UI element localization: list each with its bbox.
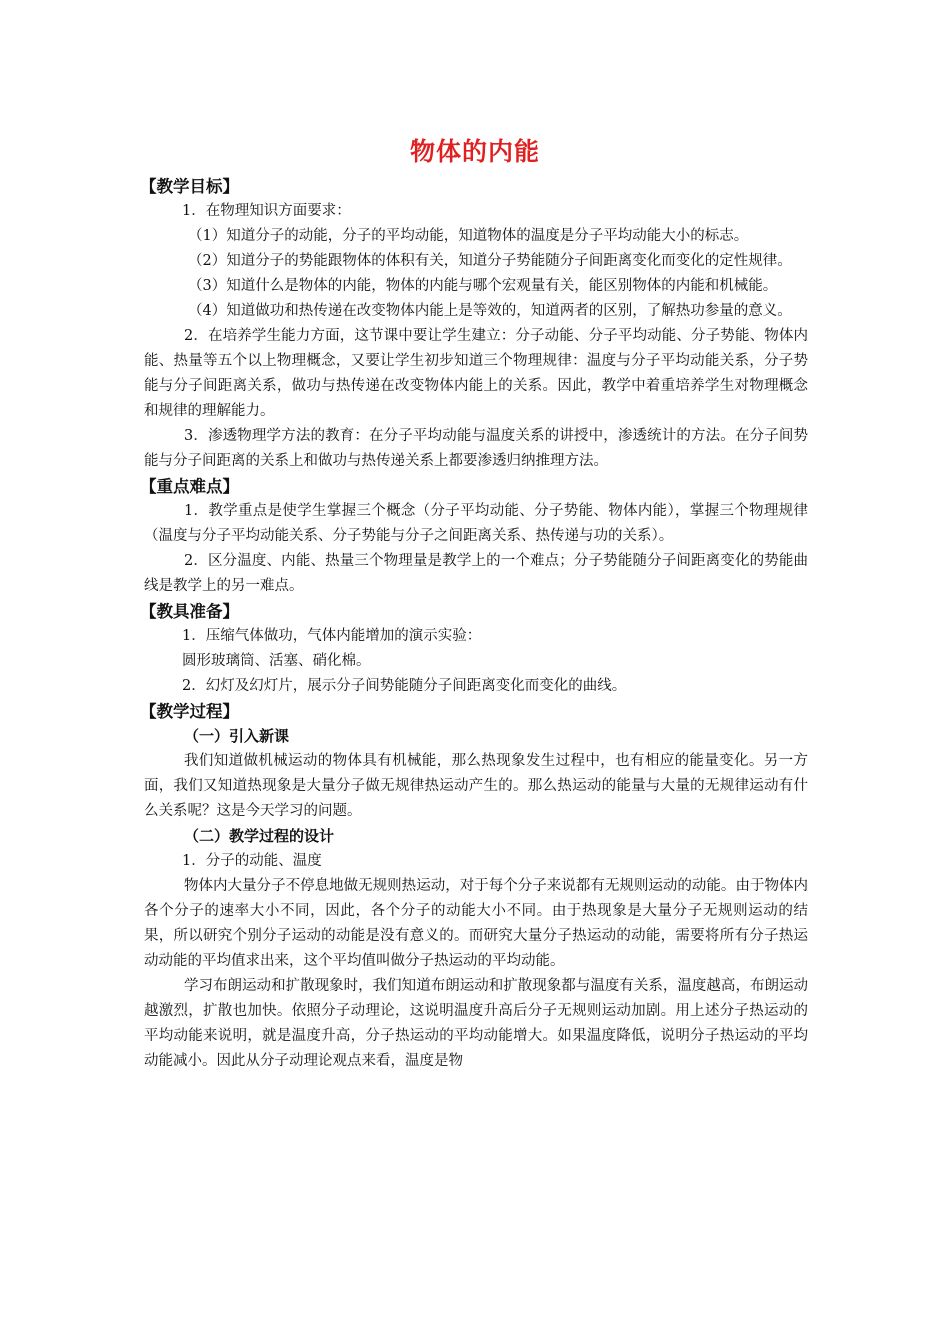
paragraph: 物体内大量分子不停息地做无规则热运动，对于每个分子来说都有无规则运动的动能。由于物体内各个分子的速率大小不同，因此，各个分子的动能大小不同。由于热现象是大量分子无规则运动的结果，所以研究个别分子运动的动能是没有意义的。而研究大量分子热运动的动能，需要将所有分子热运动动能的平均值求出来，这个平均值叫做分子热运动的平均动能。 [144, 878, 808, 969]
subsection-heading: （一）引入新课 [184, 727, 290, 745]
paragraph: （2）知道分子的势能跟物体的体积有关，知道分子势能随分子间距离变化而变化的定性规律。 [188, 253, 792, 269]
paragraph: （1）知道分子的动能，分子的平均动能，知道物体的温度是分子平均动能大小的标志。 [188, 228, 749, 244]
section-heading-key-points: 【重点难点】 [140, 477, 239, 496]
paragraph: 学习布朗运动和扩散现象时，我们知道布朗运动和扩散现象都与温度有关系，温度越高，布朗运动越激烈，扩散也加快。依照分子动理论，这说明温度升高后分子无规则运动加剧。用上述分子热运动的平均动能来说明，就是温度升高，分子热运动的平均动能增大。如果温度降低，说明分子热运动的平均动能减小。因此从分子动理论观点来看，温度是物 [144, 978, 808, 1069]
section-heading-process: 【教学过程】 [140, 702, 239, 721]
paragraph: 1．分子的动能、温度 [182, 853, 322, 869]
paragraph: 1．教学重点是使学生掌握三个概念（分子平均动能、分子势能、物体内能），掌握三个物理规律（温度与分子平均动能关系、分子势能与分子之间距离关系、热传递与功的关系）。 [144, 503, 808, 544]
document-title: 物体的内能 [409, 137, 540, 166]
subsection-heading: （二）教学过程的设计 [184, 827, 335, 845]
paragraph: 3．渗透物理学方法的教育：在分子平均动能与温度关系的讲授中，渗透统计的方法。在分子间势能与分子间距离的关系上和做功与热传递关系上都要渗透归纳推理方法。 [144, 428, 808, 469]
paragraph: 圆形玻璃筒、活塞、硝化棉。 [182, 653, 371, 669]
paragraph: 2．区分温度、内能、热量三个物理量是教学上的一个难点；分子势能随分子间距离变化的势能曲线是教学上的另一难点。 [144, 553, 808, 594]
section-heading-objectives: 【教学目标】 [140, 177, 239, 196]
paragraph: 2．在培养学生能力方面，这节课中要让学生建立：分子动能、分子平均动能、分子势能、物体内能、热量等五个以上物理概念，又要让学生初步知道三个物理规律：温度与分子平均动能关系，分子势能与分子间距离关系，做功与热传递在改变物体内能上的关系。因此，教学中着重培养学生对物理概念和规律的理解能力。 [144, 328, 808, 419]
paragraph: 2．幻灯及幻灯片，展示分子间势能随分子间距离变化而变化的曲线。 [182, 678, 627, 694]
document-body [140, 174, 808, 1074]
paragraph: 1．压缩气体做功，气体内能增加的演示实验： [182, 628, 482, 644]
paragraph: （4）知道做功和热传递在改变物体内能上是等效的，知道两者的区别，了解热功参量的意义。 [188, 303, 792, 319]
paragraph: 1．在物理知识方面要求： [182, 203, 351, 219]
paragraph: 我们知道做机械运动的物体具有机械能，那么热现象发生过程中，也有相应的能量变化。另一方面，我们又知道热现象是大量分子做无规律热运动产生的。那么热运动的能量与大量的无规律运动有什么关系呢？这是今天学习的问题。 [144, 753, 808, 819]
paragraph: （3）知道什么是物体的内能，物体的内能与哪个宏观量有关，能区别物体的内能和机械能。 [188, 278, 778, 294]
section-heading-equipment: 【教具准备】 [140, 602, 239, 621]
